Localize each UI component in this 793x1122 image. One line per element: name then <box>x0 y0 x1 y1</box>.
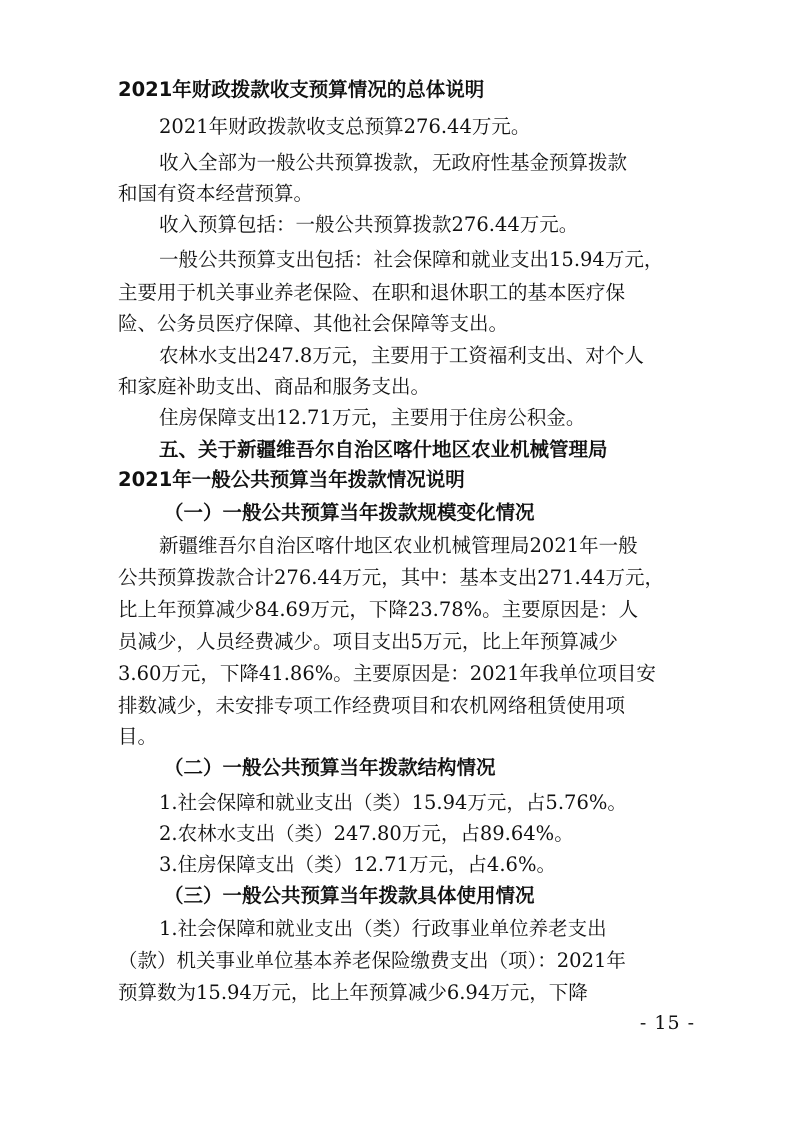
paragraph-line: 住房保障支出12.71万元，主要用于住房公积金。 <box>159 406 586 429</box>
paragraph-line: 3.60万元，下降41.86%。主要原因是：2021年我单位项目安 <box>118 662 656 685</box>
paragraph-line: 1.社会保障和就业支出（类）行政事业单位养老支出 <box>159 917 607 940</box>
subsection-heading-1: （一）一般公共预算当年拨款规模变化情况 <box>164 501 535 524</box>
paragraph-line: 和家庭补助支出、商品和服务支出。 <box>118 375 431 398</box>
page-number: - 15 - <box>639 1012 695 1034</box>
subsection-heading-3: （三）一般公共预算当年拨款具体使用情况 <box>164 884 535 907</box>
list-item: 3.住房保障支出（类）12.71万元，占4.6%。 <box>159 853 556 876</box>
section-heading-overview: 2021年财政拨款收支预算情况的总体说明 <box>118 78 485 101</box>
paragraph-line: 2021年财政拨款收支总预算276.44万元。 <box>159 115 531 138</box>
paragraph-line: 公共预算拨款合计276.44万元，其中：基本支出271.44万元， <box>118 566 664 589</box>
paragraph-line: 收入预算包括：一般公共预算拨款276.44万元。 <box>159 213 579 236</box>
paragraph-line: （款）机关事业单位基本养老保险缴费支出（项）：2021年 <box>118 949 626 972</box>
paragraph-line: 和国有资本经营预算。 <box>118 182 314 205</box>
list-item: 1.社会保障和就业支出（类）15.94万元，占5.76%。 <box>159 791 627 814</box>
paragraph-line: 险、公务员医疗保障、其他社会保障等支出。 <box>118 312 509 335</box>
subsection-heading-2: （二）一般公共预算当年拨款结构情况 <box>164 756 496 779</box>
paragraph-line: 主要用于机关事业养老保险、在职和退休职工的基本医疗保 <box>118 281 626 304</box>
paragraph-line: 一般公共预算支出包括：社会保障和就业支出15.94万元， <box>159 248 664 271</box>
paragraph-line: 农林水支出247.8万元，主要用于工资福利支出、对个人 <box>159 344 644 367</box>
section-heading-five: 五、关于新疆维吾尔自治区喀什地区农业机械管理局 <box>159 438 608 461</box>
paragraph-line: 员减少，人员经费减少。项目支出5万元，比上年预算减少 <box>118 630 618 653</box>
paragraph-line: 预算数为15.94万元，比上年预算减少6.94万元，下降 <box>118 981 588 1004</box>
section-heading-five-cont: 2021年一般公共预算当年拨款情况说明 <box>118 468 465 491</box>
list-item: 2.农林水支出（类）247.80万元，占89.64%。 <box>159 822 574 845</box>
paragraph-line: 排数减少，未安排专项工作经费项目和农机网络租赁使用项 <box>118 694 626 717</box>
paragraph-line: 新疆维吾尔自治区喀什地区农业机械管理局2021年一般 <box>159 534 638 557</box>
paragraph-line: 比上年预算减少84.69万元，下降23.78%。主要原因是：人 <box>118 598 639 621</box>
paragraph-line: 收入全部为一般公共预算拨款，无政府性基金预算拨款 <box>159 151 628 174</box>
paragraph-line: 目。 <box>118 725 158 748</box>
